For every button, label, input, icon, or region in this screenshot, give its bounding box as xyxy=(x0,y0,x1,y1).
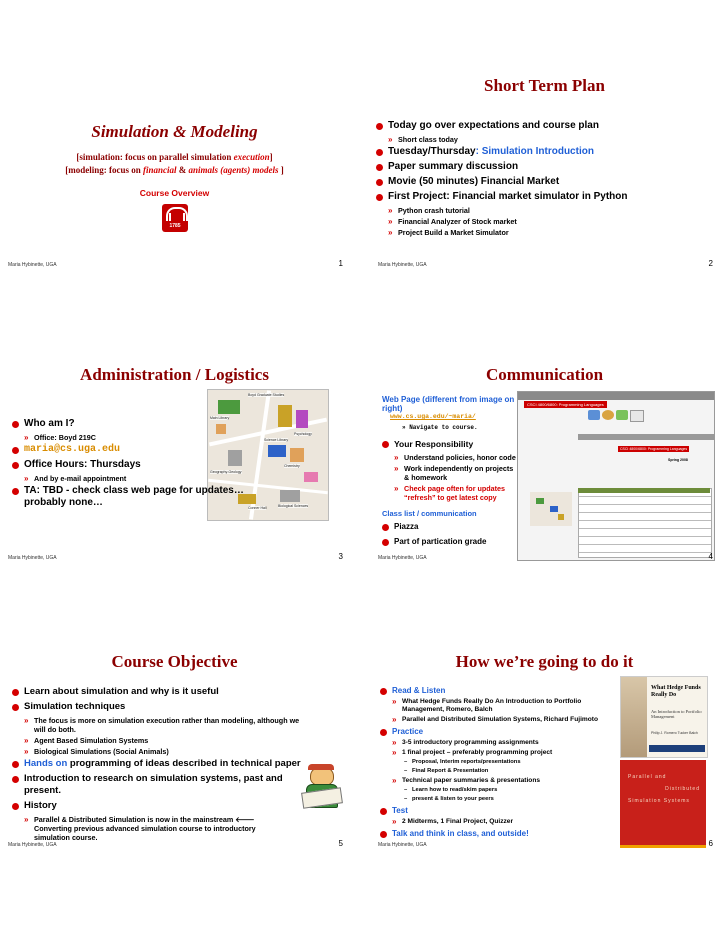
sub-bullet: » Biological Simulations (Social Animals) xyxy=(10,747,310,756)
subtitle-text: [simulation: focus on parallel simulation xyxy=(76,152,234,162)
subtitle-emph: financial xyxy=(142,165,177,175)
slide-title: Communication xyxy=(485,365,604,384)
shot-icon xyxy=(630,410,644,422)
sub-bullet: » Short class today xyxy=(374,135,712,144)
bullet-list xyxy=(374,120,712,239)
bullet: Today go over expectations and course plan xyxy=(374,120,712,132)
map-label: Chemistry xyxy=(284,464,300,468)
book-photo xyxy=(621,677,647,757)
book-title: What Hedge Funds Really Do xyxy=(651,685,701,698)
subtitle-text: ] xyxy=(269,152,273,162)
bullet: TA: TBD - check class web page for updates… probably none… xyxy=(10,485,254,509)
bullet: Your Responsibility xyxy=(380,438,520,450)
sub-sub-bullet: – Learn how to read/skim papers xyxy=(378,787,618,794)
sub-bullet: » The focus is more on simulation execution rather than modeling, although we will do both. xyxy=(10,716,310,734)
bullet: Who am I? xyxy=(10,418,340,430)
sub-bullet: » Project Build a Market Simulator xyxy=(374,228,712,237)
sub-bullet: » Check page often for updates “refresh” to get latest copy xyxy=(380,484,520,502)
shot-icon xyxy=(588,410,600,420)
slide-3 xyxy=(2,365,347,565)
sub-bullet: » 2 Midterms, 1 Final Project, Quizzer xyxy=(378,818,618,826)
map-building xyxy=(218,400,240,414)
slide-title: Administration / Logistics xyxy=(80,365,269,384)
shot-inner-bar xyxy=(578,434,714,440)
subtitle-simulation xyxy=(2,152,347,162)
shot-term: Spring 2008 xyxy=(668,458,688,462)
sub-bullet: » Office: Boyd 219C xyxy=(10,433,340,442)
bullet: Piazza xyxy=(380,521,520,533)
shot-icon xyxy=(602,410,614,420)
bullet-list xyxy=(380,521,520,551)
slide-footer: Maria Hybinette, UGA xyxy=(8,262,57,268)
shot-table xyxy=(578,488,712,558)
sub-bullet: » Work independently on projects & homework xyxy=(380,464,520,482)
sub-sub-bullet: – present & listen to your peers xyxy=(378,796,618,803)
slide-6 xyxy=(372,652,717,852)
bullet-list xyxy=(378,685,618,843)
bullet: Part of partication grade xyxy=(380,536,520,548)
bullet-emph: Hands on xyxy=(24,758,68,769)
shot-map-thumb xyxy=(530,492,572,526)
bullet: Movie (50 minutes) Financial Market xyxy=(374,176,712,188)
course-url-link[interactable]: www.cs.uga.edu/~maria/ xyxy=(390,413,476,420)
subtitle-text: ] xyxy=(278,165,284,175)
slide-title: How we’re going to do it xyxy=(455,652,634,671)
book-title: Distributed xyxy=(665,786,700,792)
bullet-emph: : Simulation Introduction xyxy=(475,146,594,157)
book-cover-hedge-funds xyxy=(620,676,708,758)
bullet: Read & Listen xyxy=(378,685,618,697)
bullet-text: programming of ideas described in technical paper xyxy=(67,758,301,769)
sub-bullet: » Agent Based Simulation Systems xyxy=(10,736,310,745)
email-link[interactable]: maria@cs.uga.edu xyxy=(10,444,340,456)
sub-bullet: » Parallel and Distributed Simulation Systems, Richard Fujimoto xyxy=(378,716,618,724)
subtitle-text: [modeling: focus on xyxy=(65,165,143,175)
bullet-list xyxy=(10,418,340,512)
uga-seal-logo xyxy=(162,204,188,232)
slide-footer: Maria Hybinette, UGA xyxy=(8,842,57,848)
bullet-text: Tuesday/Thursday xyxy=(388,146,476,157)
bullet xyxy=(10,758,310,770)
map-label: Psychology xyxy=(294,432,312,436)
subtitle-text: & xyxy=(176,165,189,175)
bullet: History xyxy=(10,800,310,812)
course-overview: Course Overview xyxy=(139,188,210,198)
class-list-heading: Class list / communication xyxy=(382,509,477,518)
bullet: Office Hours: Thursdays xyxy=(10,459,340,471)
map-label: Science Library xyxy=(264,438,289,442)
sub-bullet: » Parallel & Distributed Simulation is now in the mainstream 🡐 Converting previous advanced simulation course to introductory simulation course. xyxy=(10,815,284,842)
map-label: Main Library xyxy=(210,416,230,420)
cartoon-reader-illustration xyxy=(302,764,342,812)
shot-table-header xyxy=(578,488,710,493)
slide-footer: Maria Hybinette, UGA xyxy=(8,555,57,561)
seal-year: 1785 xyxy=(169,223,181,229)
map-label: Conner Hall xyxy=(248,506,267,510)
map-label: Biological Sciences xyxy=(278,504,309,508)
bullet: Learn about simulation and why is it useful xyxy=(10,686,310,698)
page-number: 5 xyxy=(338,839,343,848)
sub-bullet: » What Hedge Funds Really Do An Introduction to Portfolio Management, Romero, Balch xyxy=(378,698,618,714)
book-authors: Philip J. Romero Tucker Balch xyxy=(651,731,698,735)
illustration-shape xyxy=(308,764,334,770)
book-publisher-bar xyxy=(649,745,705,752)
subtitle-modeling xyxy=(2,165,347,175)
slide-title: Course Objective xyxy=(111,652,238,671)
sub-sub-bullet: – Proposal, Interim reports/presentations xyxy=(378,759,618,766)
webpage-note-text: Web Page (different from image on right) xyxy=(382,395,515,413)
page-number: 6 xyxy=(708,839,713,848)
bullet: Practice xyxy=(378,726,618,738)
slide-footer: Maria Hybinette, UGA xyxy=(378,842,427,848)
map-building xyxy=(536,498,544,504)
slide-title: Simulation & Modeling xyxy=(91,122,258,141)
subtitle-emph: animals (agents) models xyxy=(188,165,279,175)
shot-inner-banner: CSCI 4800/6800: Programming Languages xyxy=(620,447,688,451)
book-stripe xyxy=(620,845,706,848)
seal-pillars xyxy=(169,213,185,221)
page-number: 4 xyxy=(708,552,713,561)
page-number: 2 xyxy=(708,259,713,268)
bullet: Introduction to research on simulation systems, past and present. xyxy=(10,773,310,797)
slide-1 xyxy=(2,72,347,272)
shot-topbar xyxy=(518,392,714,400)
map-label: Boyd Graduate Studies xyxy=(248,393,285,397)
sub-bullet: » Understand policies, honor code xyxy=(380,453,520,462)
sub-bullet: » Financial Analyzer of Stock market xyxy=(374,217,712,226)
slide-5 xyxy=(2,652,347,852)
book-cover-pdss xyxy=(620,760,706,848)
slide-4 xyxy=(372,365,717,565)
sub-bullet: » 3-5 introductory programming assignments xyxy=(378,739,618,747)
map-building xyxy=(550,506,558,512)
subtitle-emph: execution xyxy=(233,152,270,162)
book-title: Simulation Systems xyxy=(628,798,690,804)
sub-bullet: » Technical paper summaries & presentations xyxy=(378,777,618,785)
slide-2 xyxy=(372,72,717,272)
course-webpage-screenshot xyxy=(517,391,715,561)
page-number: 1 xyxy=(338,259,343,268)
bullet-list xyxy=(380,438,520,504)
bullet: Talk and think in class, and outside! xyxy=(378,828,618,840)
slide-footer: Maria Hybinette, UGA xyxy=(378,555,427,561)
slide-title: Short Term Plan xyxy=(484,76,605,95)
page-number: 3 xyxy=(338,552,343,561)
webpage-note xyxy=(382,395,522,413)
bullet xyxy=(374,146,712,158)
navigate-instruction: » Navigate to course. xyxy=(402,424,478,431)
sub-bullet: » Python crash tutorial xyxy=(374,206,712,215)
bullet: Simulation techniques xyxy=(10,701,310,713)
map-building xyxy=(558,514,564,520)
map-label: Geography-Geology xyxy=(210,470,242,474)
sub-bullet: » 1 final project – preferably programming project xyxy=(378,749,618,757)
book-title: Parallel and xyxy=(628,774,667,780)
book-subtitle: An Introduction to Portfolio Management xyxy=(651,709,702,719)
shot-banner: CSCI 4800/6800: Programming Languages xyxy=(524,401,607,408)
bullet: Paper summary discussion xyxy=(374,161,712,173)
slide-footer: Maria Hybinette, UGA xyxy=(378,262,427,268)
bullet: First Project: Financial market simulator in Python xyxy=(374,191,628,203)
sub-bullet: » And by e-mail appointment xyxy=(10,474,340,483)
shot-icon xyxy=(616,410,628,420)
sub-sub-bullet: – Final Report & Presentation xyxy=(378,768,618,775)
bullet-list xyxy=(10,686,310,844)
bullet: Test xyxy=(378,805,618,817)
